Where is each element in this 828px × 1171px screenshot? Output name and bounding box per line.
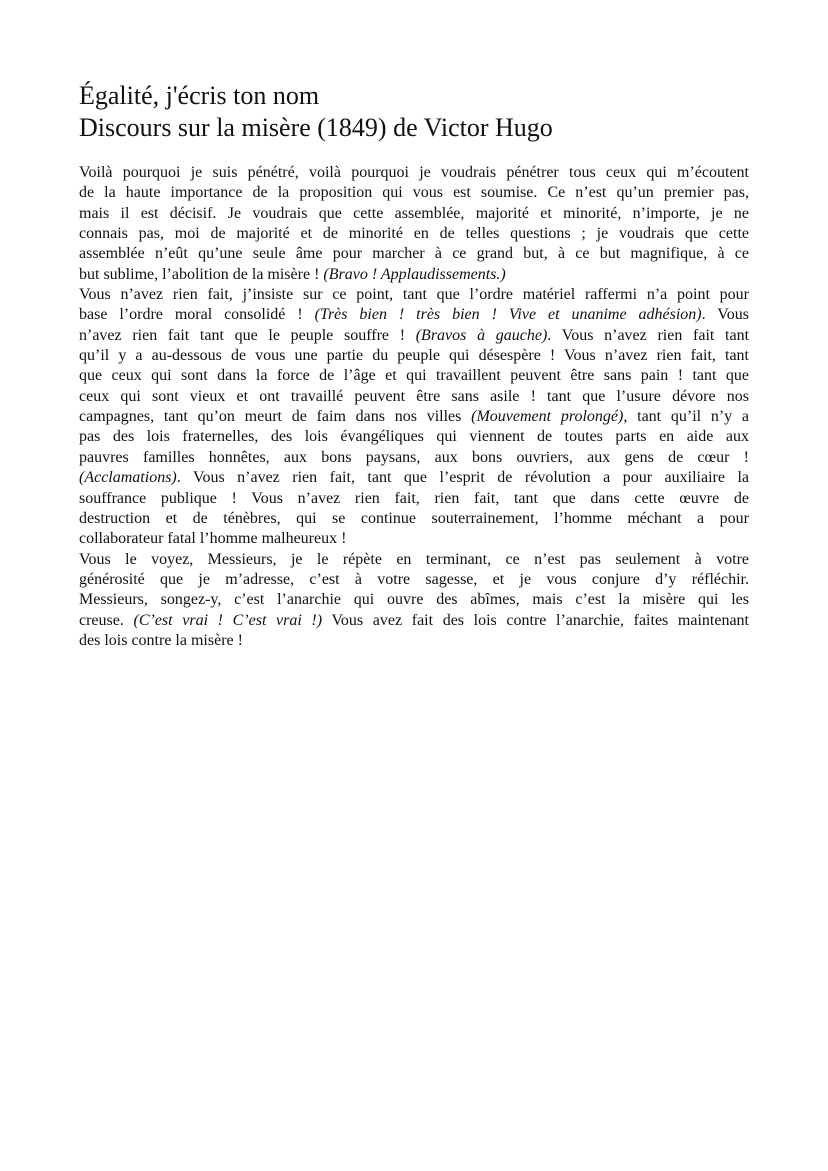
applause-annotation: (Bravo ! Applaudissements.)	[323, 265, 506, 283]
text-segment: connais pas, moi de majorité et de minorité en de telles questions ; je voudrais que cette	[79, 225, 749, 243]
applause-annotation: (Bravos à gauche)	[415, 326, 548, 344]
applause-annotation: (Mouvement prolongé)	[471, 408, 624, 426]
text-line	[79, 387, 749, 407]
text-line	[79, 529, 749, 549]
text-segment: générosité que je m’adresse, c’est à votre sagesse, et je vous conjure d’y réfléchir.	[79, 570, 749, 588]
text-segment: campagnes, tant qu’on meurt de faim dans nos villes	[79, 408, 472, 426]
document-body	[79, 163, 749, 651]
text-segment: pauvres familles honnêtes, aux bons paysans, aux bons ouvriers, aux gens de cœur !	[79, 448, 749, 466]
text-segment: Messieurs, songez-y, c’est l’anarchie qui ouvre des abîmes, mais c’est la misère qui les	[79, 591, 749, 609]
text-line	[79, 407, 749, 427]
text-segment: . Vous	[701, 306, 749, 324]
text-segment: . Vous n’avez rien fait tant	[547, 326, 750, 344]
text-line	[79, 570, 749, 590]
paragraph	[79, 163, 749, 285]
text-segment: creuse.	[79, 611, 134, 629]
text-line	[79, 550, 749, 570]
applause-annotation: (Très bien ! très bien ! Vive et unanime adhésion)	[314, 306, 702, 324]
text-line	[79, 489, 749, 509]
text-line	[79, 183, 749, 203]
text-segment: . Vous n’avez rien fait, tant que l’esprit de révolution a pour auxiliaire la	[176, 469, 749, 487]
text-segment: des lois contre la misère !	[79, 631, 243, 649]
text-line	[79, 163, 749, 183]
text-line	[79, 346, 749, 366]
text-line	[79, 326, 749, 346]
text-line	[79, 631, 749, 651]
text-segment: collaborateur fatal l’homme malheureux !	[79, 530, 347, 548]
text-segment: que ceux qui sont dans la force de l’âge et qui travaillent peuvent être sans pain ! tant que	[79, 367, 749, 385]
text-segment: ceux qui sont vieux et ont travaillé peuvent être sans asile ! tant que l’usure dévore nos	[79, 387, 749, 405]
text-line	[79, 265, 749, 285]
text-segment: de la haute importance de la proposition qui vous est soumise. Ce n’est qu’un premier pas,	[79, 184, 749, 202]
document-header	[79, 80, 553, 144]
text-segment: n’avez rien fait tant que le peuple souffre !	[79, 326, 416, 344]
text-segment: qu’il y a au-dessous de vous une partie du peuple qui désespère ! Vous n’avez rien fait, tant	[79, 347, 749, 365]
text-line	[79, 305, 749, 325]
text-line	[79, 204, 749, 224]
text-segment: assemblée n’eût qu’une seule âme pour marcher à ce grand but, à ce but magnifique, à ce	[79, 245, 749, 263]
text-segment: , tant qu’il n’y a	[623, 408, 750, 426]
title: Égalité, j'écris ton nom	[79, 81, 320, 110]
text-segment: Vous le voyez, Messieurs, je le répète en terminant, ce n’est pas seulement à votre	[79, 550, 749, 568]
text-line	[79, 366, 749, 386]
text-segment: Vous avez fait des lois contre l’anarchie, faites maintenant	[322, 611, 749, 629]
paragraph	[79, 550, 749, 652]
text-segment: pas des lois fraternelles, des lois évangéliques qui viennent de toutes parts en aide aux	[79, 428, 749, 446]
text-segment: mais il est décisif. Je voudrais que cette assemblée, majorité et minorité, n’importe, je ne	[79, 204, 749, 222]
text-segment: destruction et de ténèbres, qui se continue souterrainement, l’homme méchant a pour	[79, 509, 749, 527]
text-line	[79, 244, 749, 264]
text-segment: but sublime, l’abolition de la misère !	[79, 265, 324, 283]
text-segment: Vous n’avez rien fait, j’insiste sur ce point, tant que l’ordre matériel raffermi n’a point pour	[79, 286, 749, 304]
text-line	[79, 427, 749, 447]
text-line	[79, 590, 749, 610]
subtitle: Discours sur la misère (1849) de Victor Hugo	[79, 113, 553, 142]
text-line	[79, 468, 749, 488]
applause-annotation: (Acclamations)	[79, 469, 177, 487]
text-segment: base l’ordre moral consolidé !	[79, 306, 315, 324]
text-line	[79, 509, 749, 529]
text-segment: souffrance publique ! Vous n’avez rien fait, rien fait, tant que dans cette œuvre de	[79, 489, 749, 507]
text-line	[79, 611, 749, 631]
applause-annotation: (C’est vrai ! C’est vrai !)	[133, 611, 323, 629]
text-segment: Voilà pourquoi je suis pénétré, voilà pourquoi je voudrais pénétrer tous ceux qui m’écoutent	[79, 164, 749, 181]
paragraph	[79, 285, 749, 549]
text-line	[79, 448, 749, 468]
text-line	[79, 285, 749, 305]
text-line	[79, 224, 749, 244]
